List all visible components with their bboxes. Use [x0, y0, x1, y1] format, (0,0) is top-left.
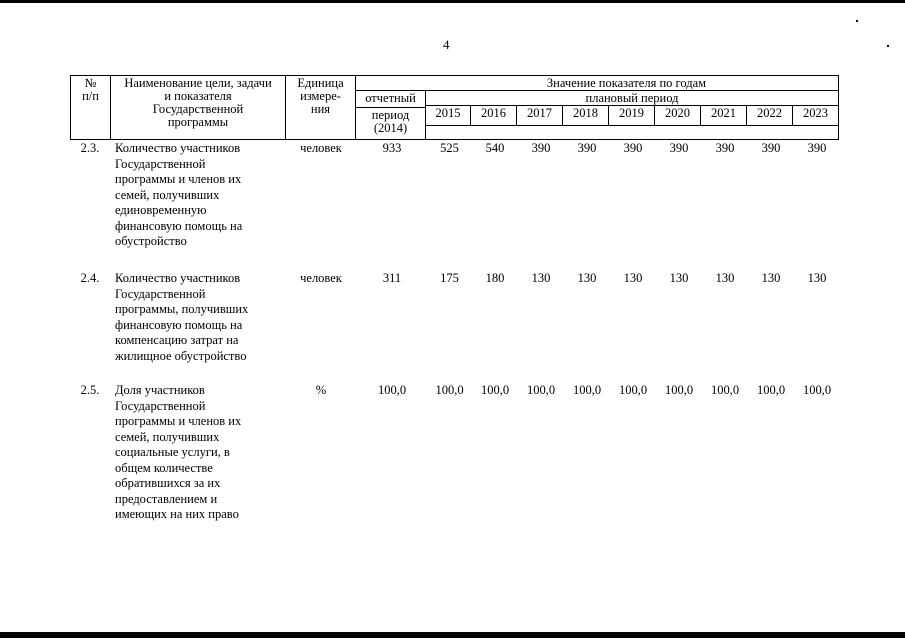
row-value-2016: 180: [485, 271, 505, 285]
row-value-2023: 390: [807, 141, 827, 155]
scan-speck: [856, 20, 858, 22]
header-year-2017: 2017: [517, 106, 563, 126]
header-num-line2: п/п: [82, 89, 99, 103]
row-number: 2.4.: [80, 271, 100, 285]
row-value-2015: 175: [440, 271, 459, 285]
header-year-spacer: [426, 126, 839, 140]
row-value-2017: 100,0: [526, 383, 556, 397]
header-report-line1: отчетный: [365, 91, 416, 105]
header-year-2015: 2015: [426, 106, 471, 126]
header-year-2018: 2018: [563, 106, 609, 126]
row-value-2019: 390: [623, 141, 643, 155]
row-value-2016: 100,0: [480, 383, 510, 397]
row-unit: %: [315, 383, 327, 397]
header-unit-line1: Единица: [297, 76, 344, 90]
scan-edge-top: [0, 0, 905, 3]
indicators-table-body: [70, 141, 838, 533]
scan-speck: [887, 45, 889, 47]
row-value-2015: 100,0: [435, 383, 464, 397]
header-name-cell: [111, 76, 286, 140]
row-unit: человек: [300, 271, 342, 285]
row-indicator-name: Количество участников Государственной программы, получивших финансовую помощь на компенсацию затрат на жилищное обустройство: [115, 271, 249, 363]
header-unit-cell: [286, 76, 356, 140]
scan-edge-bottom: [0, 632, 905, 638]
row-indicator-name: Доля участников Государственной программы и членов их семей, получивших социальные услуги, в общем количестве обратившихся за их предоставлением и имеющих на них право: [115, 383, 242, 521]
header-report-line2: период: [371, 108, 410, 122]
header-unit-line2: измере-: [300, 89, 341, 103]
header-year-2022: 2022: [747, 106, 793, 126]
row-value-2014: 100,0: [377, 383, 407, 397]
row-unit: человек: [300, 141, 342, 155]
row-value-2014: 311: [382, 271, 402, 285]
row-value-2018: 100,0: [572, 383, 602, 397]
row-value-2019: 130: [623, 271, 643, 285]
row-value-2014: 933: [382, 141, 402, 155]
indicators-table-header: [70, 75, 839, 140]
header-planned-period: плановый период: [426, 91, 839, 106]
page-number: 4: [443, 37, 450, 52]
header-report-period-cell: [356, 91, 426, 140]
header-year-2016: 2016: [471, 106, 517, 126]
row-value-2022: 100,0: [756, 383, 786, 397]
row-number: 2.3.: [80, 141, 100, 155]
row-value-2020: 390: [669, 141, 689, 155]
row-value-2021: 390: [715, 141, 735, 155]
header-unit-line3: ния: [310, 102, 331, 116]
row-value-2018: 390: [577, 141, 597, 155]
row-value-2017: 390: [531, 141, 551, 155]
header-year-2020: 2020: [655, 106, 701, 126]
row-value-2018: 130: [577, 271, 597, 285]
row-value-2017: 130: [531, 271, 551, 285]
row-value-2021: 130: [715, 271, 735, 285]
header-name-line4: программы: [167, 115, 229, 129]
row-value-2022: 130: [761, 271, 781, 285]
row-value-2019: 100,0: [618, 383, 648, 397]
header-name-line3: Государственной: [152, 102, 244, 116]
header-num-cell: [71, 76, 111, 140]
header-name-line1: Наименование цели, задачи: [124, 76, 272, 90]
header-report-line3: (2014): [373, 121, 408, 135]
row-value-2015: 525: [440, 141, 459, 155]
table-row: [70, 383, 838, 533]
header-name-line2: и показателя: [164, 89, 232, 103]
header-year-2021: 2021: [701, 106, 747, 126]
table-row: [70, 141, 838, 271]
row-number: 2.5.: [80, 383, 100, 397]
row-indicator-name: Количество участников Государственной программы и членов их семей, получивших единовременную финансовую помощь на обустройство: [115, 141, 243, 248]
row-value-2020: 130: [669, 271, 689, 285]
header-year-2019: 2019: [609, 106, 655, 126]
table-row: [70, 271, 838, 383]
row-value-2023: 100,0: [802, 383, 832, 397]
row-value-2016: 540: [485, 141, 505, 155]
row-value-2022: 390: [761, 141, 781, 155]
row-value-2021: 100,0: [710, 383, 740, 397]
header-year-2023: 2023: [793, 106, 839, 126]
header-num-line1: №: [84, 76, 97, 90]
header-values-title: Значение показателя по годам: [356, 76, 839, 91]
row-value-2020: 100,0: [664, 383, 694, 397]
row-value-2023: 130: [807, 271, 827, 285]
